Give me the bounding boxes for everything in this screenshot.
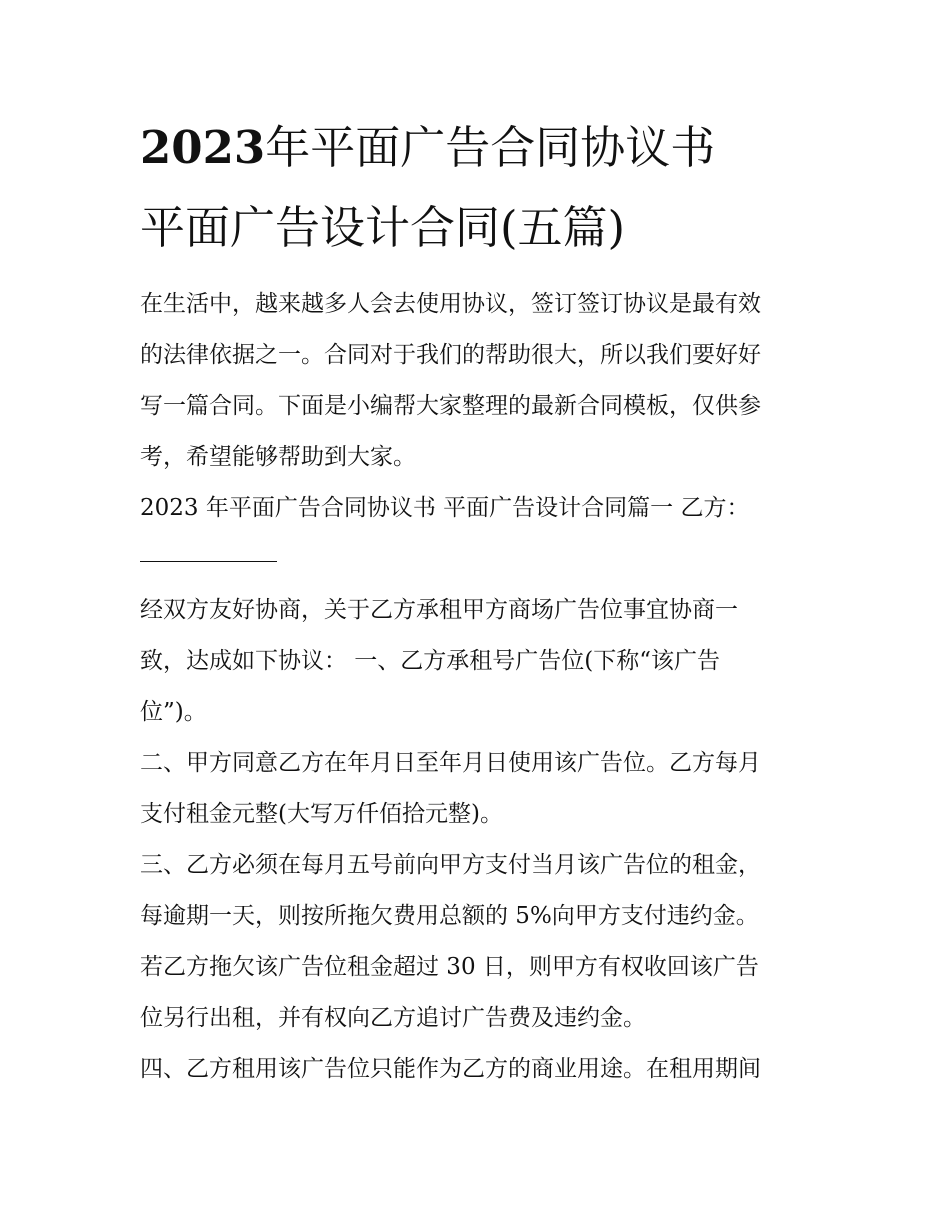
body-line: 二、甲方同意乙方在年月日至年月日使用该广告位。乙方每月 <box>140 750 761 776</box>
body-line: 若乙方拖欠该广告位租金超过 30 日，则甲方有权收回该广告 <box>140 954 759 980</box>
signature-blank-line <box>140 534 820 585</box>
title-year: 2023 <box>140 121 266 174</box>
body-line: 写一篇合同。下面是小编帮大家整理的最新合同模板，仅供参 <box>140 393 761 419</box>
body-line: 致，达成如下协议： 一、乙方承租号广告位(下称“该广告 <box>140 648 721 674</box>
document-title-line-2: 平面广告设计合同(五篇) <box>140 201 626 254</box>
title-line-1-text: 年平面广告合同协议书 <box>265 121 716 174</box>
body-line: 考，希望能够帮助到大家。 <box>140 444 416 470</box>
body-line: 经双方友好协商，关于乙方承租甲方商场广告位事宜协商一 <box>140 597 738 623</box>
body-line: 在生活中，越来越多人会去使用协议，签订签订协议是最有效 <box>140 291 761 317</box>
body-line: 四、乙方租用该广告位只能作为乙方的商业用途。在租用期间 <box>140 1056 761 1082</box>
document-title-line-1 <box>140 118 840 178</box>
body-line: 每逾期一天，则按所拖欠费用总额的 5%向甲方支付违约金。 <box>140 903 759 929</box>
body-line: 位”)。 <box>140 699 207 725</box>
body-line: 支付租金元整(大写万仟佰拾元整)。 <box>140 801 503 827</box>
body-line: 的法律依据之一。合同对于我们的帮助很大，所以我们要好好 <box>140 342 761 368</box>
document-body <box>140 279 820 1095</box>
underline-rule <box>140 561 277 562</box>
body-line: 2023 年平面广告合同协议书 平面广告设计合同篇一 乙方： <box>140 495 750 521</box>
body-line: 三、乙方必须在每月五号前向甲方支付当月该广告位的租金， <box>140 852 761 878</box>
body-line: 位另行出租，并有权向乙方追讨广告费及违约金。 <box>140 1005 646 1031</box>
